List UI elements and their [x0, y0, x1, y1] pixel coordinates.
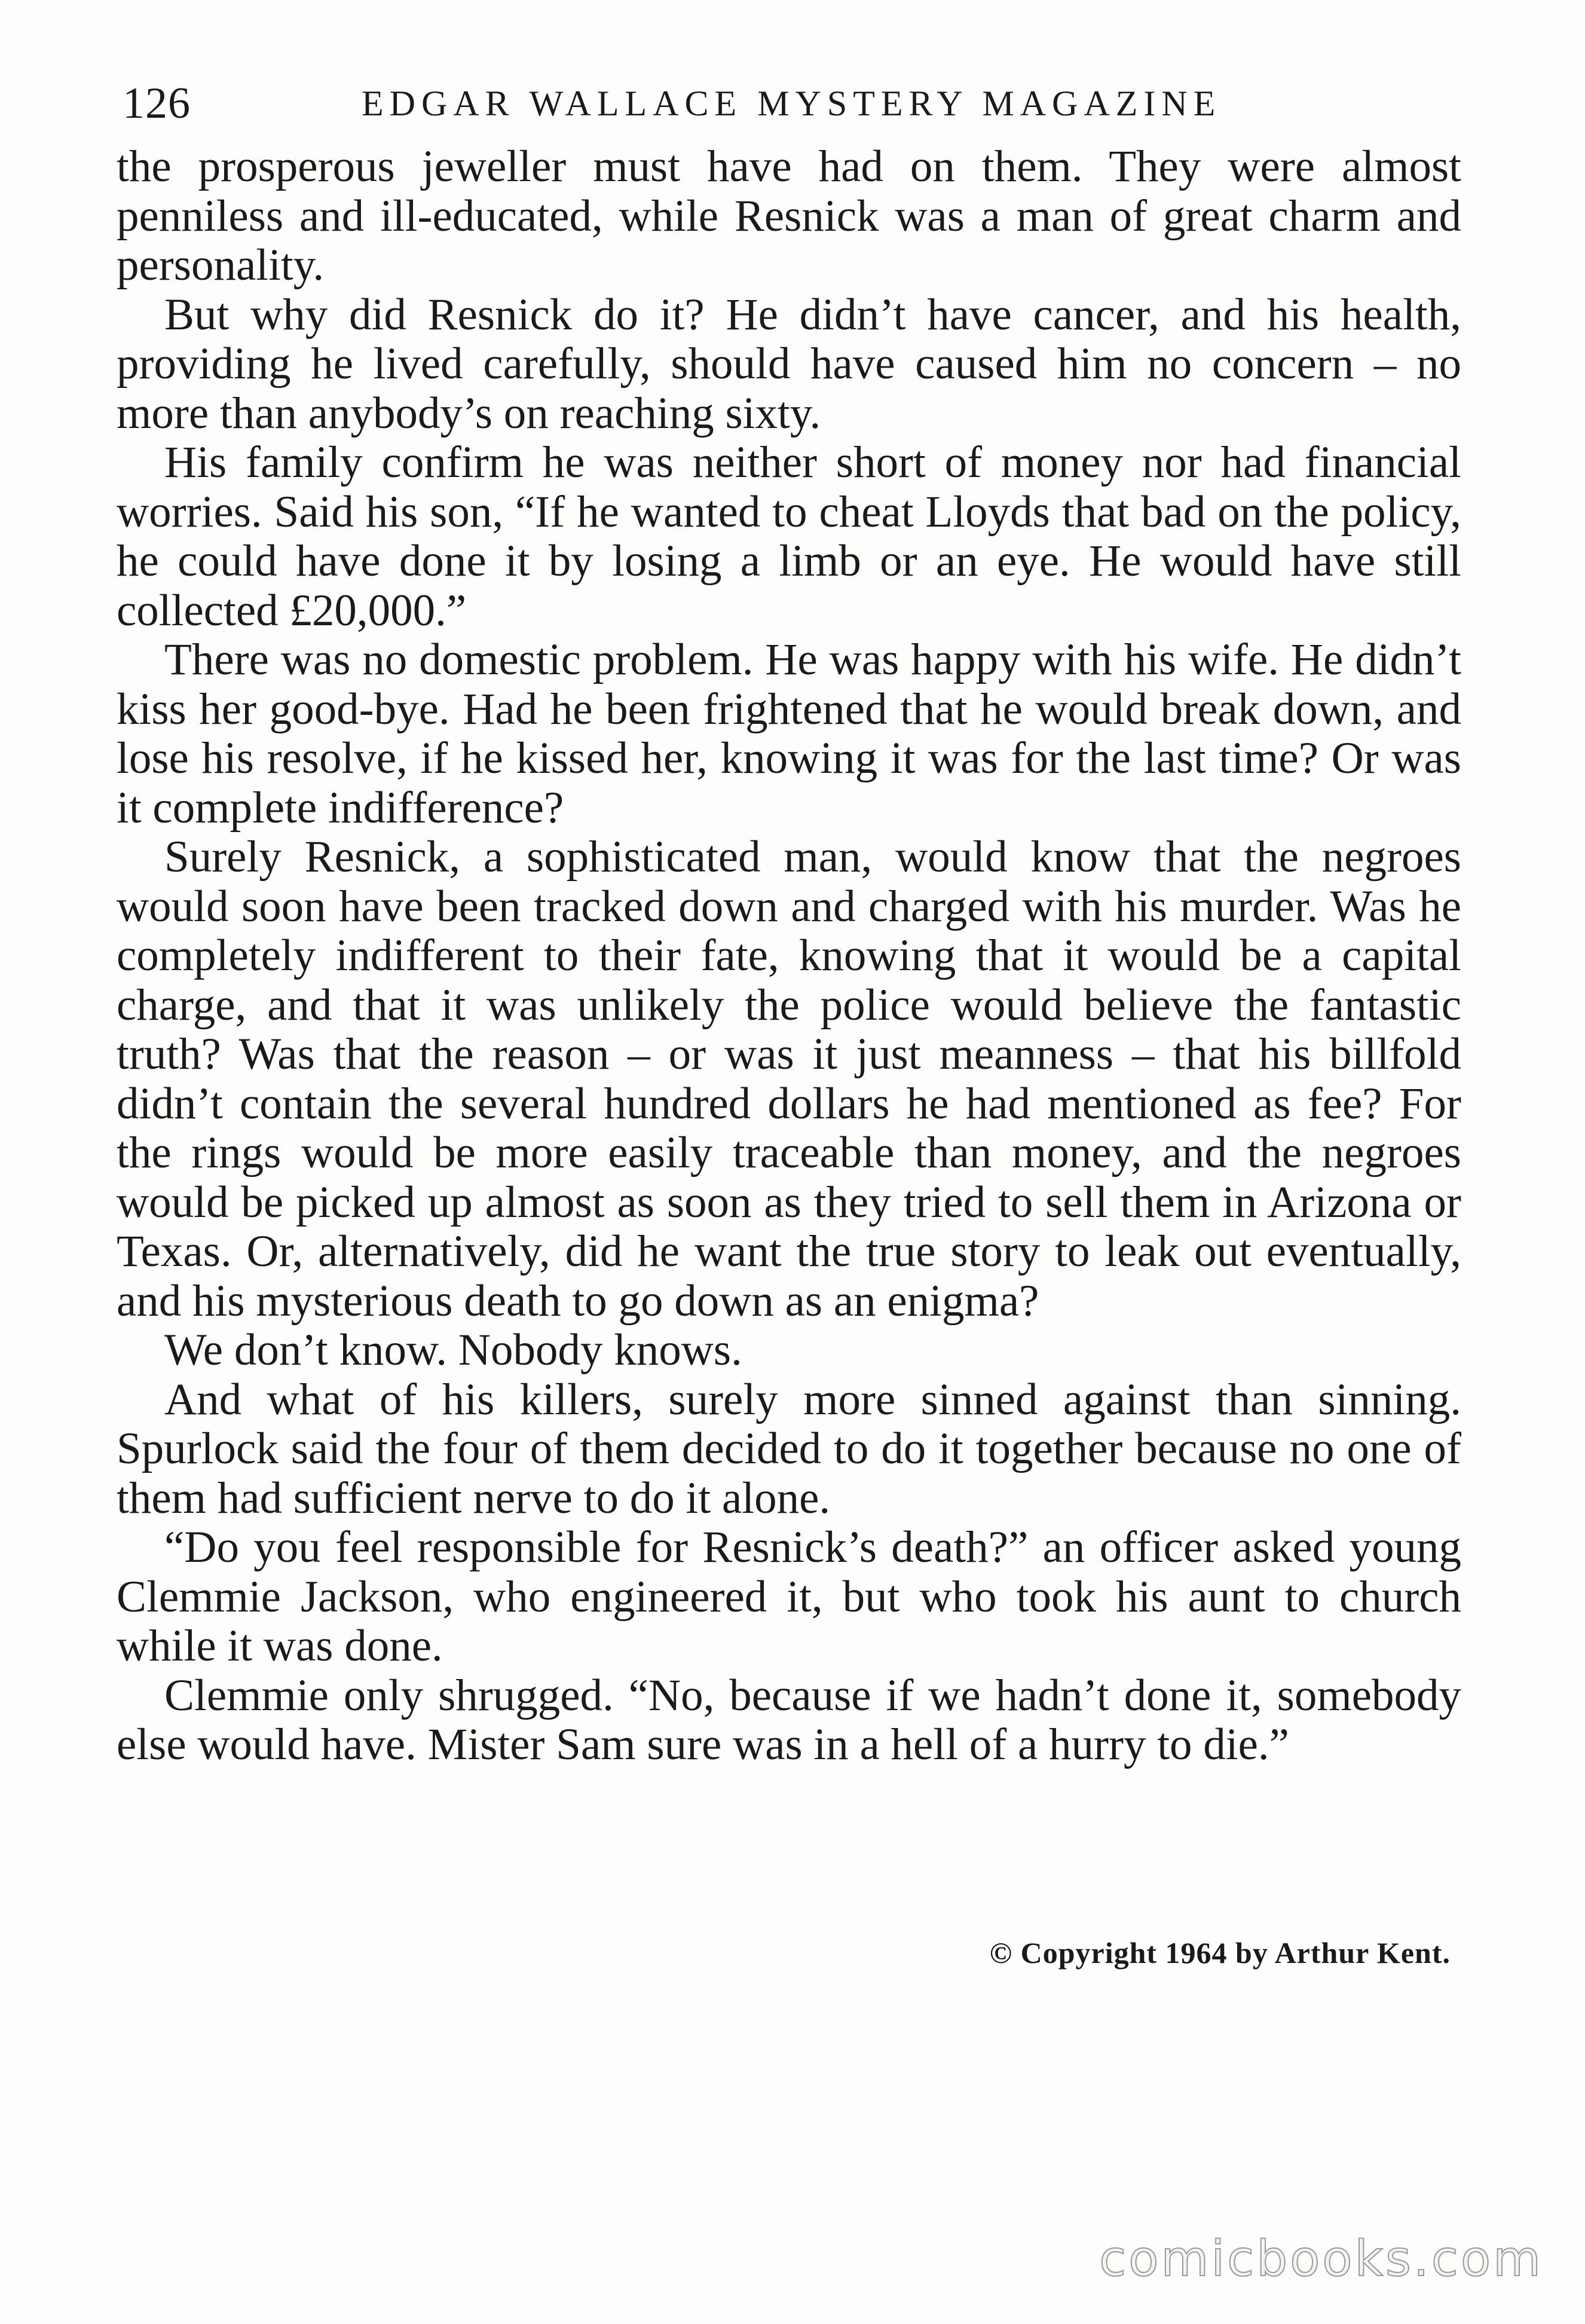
copyright-notice: © Copyright 1964 by Arthur Kent. [989, 1936, 1451, 1970]
paragraph: Surely Resnick, a sophisticated man, would know that the negroes would soon have been tracked down and charged with his murder. Was he completely indifferent to their fate, knowing that it would be a capital charge, and that it was unlikely the police would believe the fantastic truth? Was that the reason – or was it just meanness – that his billfold didn’t contain the several hundred dollars he had mentioned as fee? For the rings would be more easily traceable than money, and the negroes would be picked up almost as soon as they tried to sell them in Arizona or Texas. Or, alternatively, did he want the true story to leak out eventually, and his mysterious death to go down as an enigma? [117, 832, 1461, 1326]
site-watermark: comicbooks.com [1099, 2231, 1543, 2288]
paragraph-continued: the prosperous jeweller must have had on them. They were almost penniless and ill-educated, while Resnick was a man of great charm and personality. [117, 142, 1461, 290]
paragraph: And what of his killers, surely more sinned against than sinning. Spurlock said the four of them decided to do it together because no one of them had sufficient nerve to do it alone. [117, 1374, 1461, 1523]
page-number: 126 [123, 79, 191, 128]
paragraph: His family confirm he was neither short of money nor had financial worries. Said his son, “If he wanted to cheat Lloyds that bad on the policy, he could have done it by losing a limb or an eye. He would have still collected £20,000.” [117, 438, 1461, 635]
paragraph: We don’t know. Nobody knows. [164, 1325, 742, 1375]
paragraph: Clemmie only shrugged. “No, because if we hadn’t done it, somebody else would have. Mister Sam sure was in a hell of a hurry to die.” [117, 1670, 1461, 1769]
story-text [117, 142, 1461, 1770]
running-head: EDGAR WALLACE MYSTERY MAGAZINE [362, 84, 1222, 123]
page-header [123, 71, 1461, 136]
paragraph: There was no domestic problem. He was happy with his wife. He didn’t kiss her good-bye. Had he been frightened that he would break down, and lose his resolve, if he kissed her, knowing it was for the last time? Or was it complete indifference? [117, 635, 1461, 833]
paragraph: But why did Resnick do it? He didn’t have cancer, and his health, providing he lived carefully, should have caused him no concern – no more than anybody’s on reaching sixty. [117, 289, 1461, 438]
paragraph: “Do you feel responsible for Resnick’s death?” an officer asked young Clemmie Jackson, who engineered it, but who took his aunt to church while it was done. [117, 1522, 1461, 1671]
